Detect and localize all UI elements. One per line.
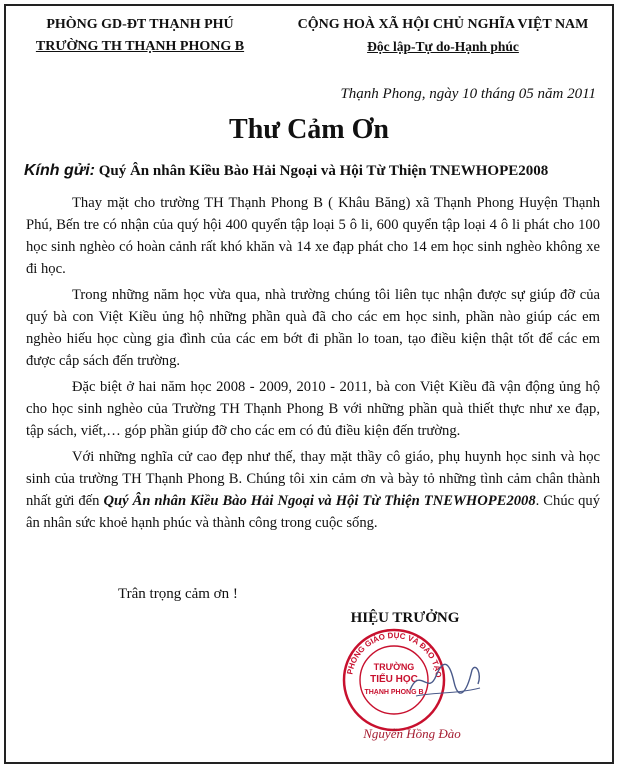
paragraph-4-wish: . Chúc quý ân nhân sức khoẻ hạnh phúc và thành công trong cuộc sống. — [26, 493, 600, 531]
principal-name: Nguyễn Hồng Đào — [363, 726, 461, 741]
greeting-label: Kính gửi — [24, 162, 90, 179]
letter-page — [4, 4, 614, 764]
letter-title: Thư Cảm Ơn — [229, 114, 389, 145]
signature-title: HIỆU TRƯỞNG — [350, 610, 460, 626]
paragraph-1: Thay mặt cho trường TH Thạnh Phong B ( Khâu Băng) xã Thạnh Phong Huyện Thạnh Phú, Bến tre có nhận của quý hội 400 quyển tập loại 5 ô li, 600 quyển tập loại 4 ô li phát cho 100 học sinh nghèo có hoàn cảnh rất khó khăn và 14 xe đạp phát cho 14 em học sinh nghèo không xe đi học. — [26, 195, 600, 277]
recipient-emphasis: Quý Ân nhân Kiều Bào Hải Ngoại và Hội Từ Thiện TNEWHOPE2008 — [103, 493, 536, 509]
handwritten-signature — [406, 656, 486, 706]
place-date: Thạnh Phong, ngày 10 tháng 05 năm 2011 — [340, 86, 596, 102]
paragraph-2: Trong những năm học vừa qua, nhà trường chúng tôi liên tục nhận được sự giúp đỡ của quý bà con Việt Kiều ủng hộ những phần quà đã cho các em học sinh, phần nào giúp các em nghèo hiếu học cùng gia đình của các em bớt đi phần lo toan, tạo điều kiện thật tốt để các em được cắp sách đến trường. — [26, 287, 600, 369]
national-header — [278, 14, 608, 58]
seal-line-3: THẠNH PHONG B — [364, 689, 424, 696]
national-motto: Độc lập-Tự do-Hạnh phúc — [367, 39, 519, 54]
paragraph-3: Đặc biệt ở hai năm học 2008 - 2009, 2010 - 2011, bà con Việt Kiều đã vận động ủng hộ cho học sinh nghèo của Trường TH Thạnh Phong B với những phần quà thiết thực như xe đạp, tập sách, viết,… góp phần giúp đỡ cho các em có đủ điều kiện đến trường. — [26, 379, 600, 439]
seal-line-2: TIỂU HỌC — [370, 674, 418, 685]
letter-body — [26, 192, 600, 538]
paragraph-4 — [26, 446, 600, 534]
national-title: CỘNG HOÀ XÃ HỘI CHỦ NGHĨA VIỆT NAM — [297, 17, 589, 32]
department-name: PHÒNG GD-ĐT THẠNH PHÚ — [46, 17, 234, 32]
paragraph-4-text: Với những nghĩa cử cao đẹp như thế, thay mặt thầy cô giáo, phụ huynh học sinh và học sinh của trường TH Thạnh Phong B. Chúng tôi xin cảm ơn và bày tỏ những tình cảm chân thành nhất gửi đến — [26, 449, 600, 509]
greeting-colon: : — [89, 162, 95, 179]
office-header — [20, 14, 260, 58]
greeting-line — [24, 162, 606, 180]
closing-text: Trân trọng cảm ơn ! — [118, 586, 238, 602]
greeting-recipient: Quý Ân nhân Kiều Bào Hải Ngoại và Hội Từ Thiện TNEWHOPE2008 — [98, 163, 549, 179]
school-name: TRƯỜNG TH THẠNH PHONG B — [35, 39, 245, 54]
seal-line-1: TRƯỜNG — [373, 662, 415, 672]
seal-ring-text: PHÒNG GIÁO DỤC VÀ ĐÀO TẠO — [345, 630, 444, 679]
